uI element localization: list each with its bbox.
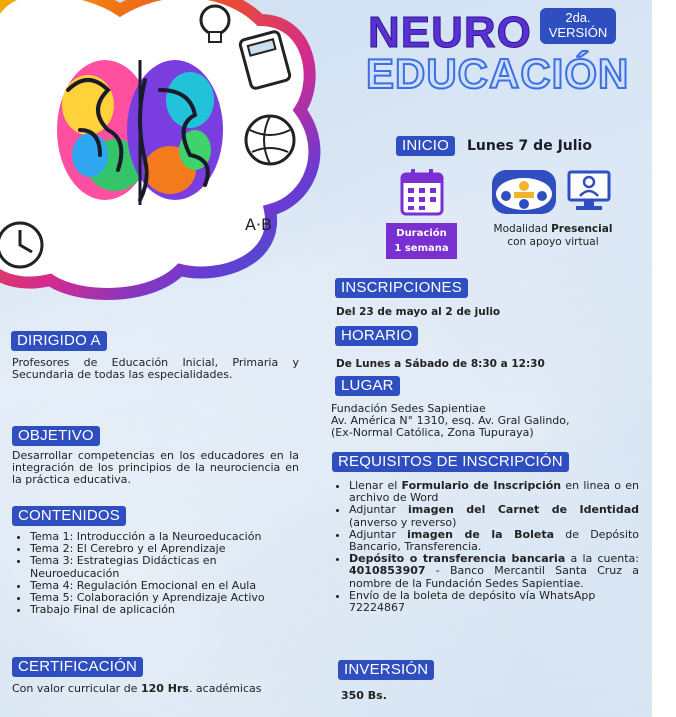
brain-icon (57, 60, 223, 205)
lugar-line2: Av. América N° 1310, esq. Av. Gral Galindo, (331, 414, 570, 427)
lugar-line3: (Ex-Normal Católica, Zona Tupuraya) (331, 426, 534, 439)
calendar-icon (399, 168, 445, 218)
duration-line1: Duración (396, 228, 447, 239)
cert-hours: 120 Hrs (140, 682, 189, 695)
list-item: • Tema 4: Regulación Emocional en el Aula (30, 580, 299, 592)
inicio-tag: INICIO (396, 136, 455, 156)
inscripciones-heading: INSCRIPCIONES (335, 278, 468, 298)
requisitos-list (331, 480, 639, 614)
inicio-date: Lunes 7 de Julio (467, 138, 592, 154)
clock-icon (0, 223, 42, 267)
abc-doodle: A·B (245, 215, 273, 234)
inversion-amount: 350 Bs. (341, 689, 387, 702)
lugar-line1: Fundación Sedes Sapientiae (331, 402, 486, 415)
modality-line2: con apoyo virtual (507, 236, 599, 248)
title-neuro: NEURO (368, 8, 532, 57)
list-item: • Depósito o transferencia bancaria a la cuenta: 4010853907 - Banco Mercantil Santa Cruz a nombre de la Fundación Sedes Sapientiae. (349, 553, 639, 590)
inscripciones-text: Del 23 de mayo al 2 de julio (336, 306, 501, 318)
list-item: • Tema 1: Introducción a la Neuroeducación (30, 531, 299, 543)
horario-text: De Lunes a Sábado de 8:30 a 12:30 (336, 358, 545, 370)
requisitos-heading: REQUISITOS DE INSCRIPCIÓN (332, 452, 569, 472)
cert-suffix: . académicas (188, 682, 262, 695)
people-meeting-icon (490, 168, 558, 216)
list-item: • Tema 2: El Cerebro y el Aprendizaje (30, 543, 299, 555)
globe-icon (246, 116, 294, 164)
brain-illustration (0, 0, 330, 310)
inversion-heading: INVERSIÓN (338, 660, 434, 680)
objetivo-text: Desarrollar competencias en los educadores en la integración de los principios de la neurociencia en la práctica educativa. (12, 449, 299, 487)
list-item: • Tema 3: Estrategias Didácticas en Neuroeducación (30, 555, 260, 579)
modality-prefix: Modalidad (493, 223, 552, 235)
cert-prefix: Con valor curricular de (12, 682, 141, 695)
online-class-icon (566, 168, 612, 214)
list-item: • Trabajo Final de aplicación (30, 604, 299, 616)
dirigido-heading: DIRIGIDO A (11, 331, 107, 351)
duration-badge (386, 223, 457, 259)
list-item: • Envío de la boleta de depósito vía WhatsApp 72224867 (349, 590, 639, 614)
list-item: • Tema 5: Colaboración y Aprendizaje Activo (30, 592, 270, 604)
lugar-heading: LUGAR (335, 376, 400, 396)
edition-badge (540, 8, 616, 44)
modality-line1 (478, 223, 628, 235)
edition-line2: VERSIÓN (548, 25, 608, 40)
edition-line1: 2da. (565, 10, 591, 25)
list-item: • Adjuntar imagen de la Boleta de Depósito Bancario, Transferencia. (349, 529, 639, 553)
objetivo-heading: OBJETIVO (12, 426, 100, 446)
contenidos-heading: CONTENIDOS (12, 506, 126, 526)
certificacion-heading: CERTIFICACIÓN (12, 657, 143, 677)
contenidos-list (12, 531, 299, 616)
title-educacion: EDUCACIÓN (366, 50, 630, 97)
horario-heading: HORARIO (335, 326, 418, 346)
list-item: • Adjuntar imagen del Carnet de Identidad (anverso y reverso) (349, 504, 639, 528)
duration-line2: 1 semana (394, 243, 449, 254)
dirigido-text: Profesores de Educación Inicial, Primaria y Secundaria de todas las especialidades. (12, 356, 299, 382)
certificacion-text (12, 683, 312, 695)
modality-bold: Presencial (551, 223, 613, 235)
list-item: • Llenar el Formulario de Inscripción en linea o en archivo de Word (349, 480, 639, 504)
